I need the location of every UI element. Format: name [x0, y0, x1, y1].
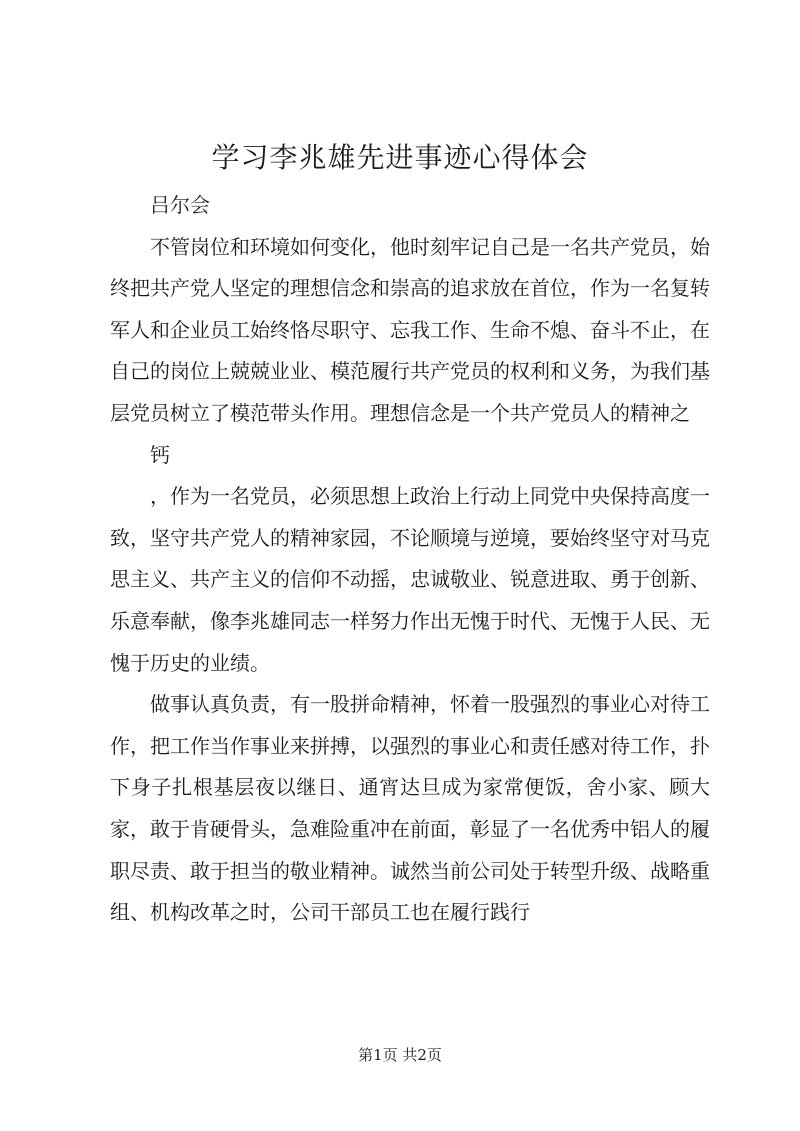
paragraph: 钙 — [150, 442, 170, 467]
paragraph: 不管岗位和环境如何变化，他时刻牢记自己是一名共产党员，始终把共产党人坚定的理想信念和崇高的追求放在首位，作为一名复转军人和企业员工始终恪尽职守、忘我工作、生命不熄、奋斗不止，在自己的岗位上兢兢业业、模范履行共产党员的权利和义务，为我们基层党员树立了模范带头作用。理想信念是一个共产党员人的精神之 — [110, 234, 710, 425]
paragraph: ，作为一名党员，必须思想上政治上行动上同党中央保持高度一致，坚守共产党人的精神家园，不论顺境与逆境，要始终坚守对马克思主义、共产主义的信仰不动摇，忠诚敬业、锐意进取、勇于创新、乐意奉献，像李兆雄同志一样努力作出无愧于时代、无愧于人民、无愧于历史的业绩。 — [110, 484, 710, 675]
paragraph: 做事认真负责，有一股拼命精神，怀着一股强烈的事业心对待工作，把工作当作事业来拼搏，以强烈的事业心和责任感对待工作，扑下身子扎根基层夜以继日、通宵达旦成为家常便饭，舍小家、顾大家，敢于肯硬骨头，急难险重冲在前面，彰显了一名优秀中铝人的履职尽责、敢于担当的敬业精神。诚然当前公司处于转型升级、战略重组、机构改革之时，公司干部员工也在履行践行 — [110, 692, 710, 925]
document-title: 学习李兆雄先进事迹心得体会 — [211, 141, 589, 174]
page-footer: 第1页 共2页 — [358, 1046, 442, 1064]
author-line: 吕尔会 — [150, 193, 210, 217]
document-body — [110, 185, 710, 934]
